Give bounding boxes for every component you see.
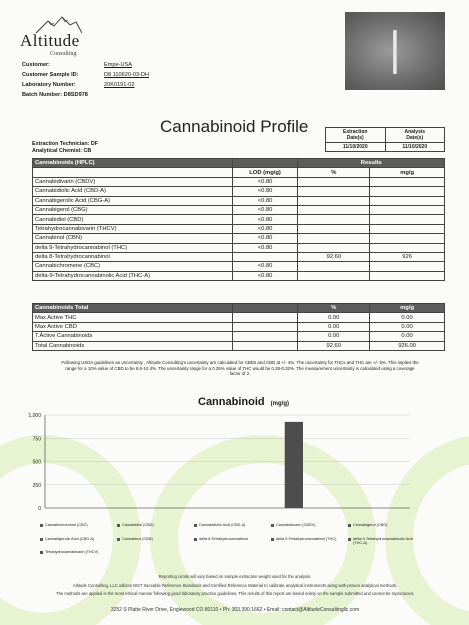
meta-label: Customer Sample ID: [22,72,79,78]
reporting-limits-note: Reporting Limits will vary based on sample extraction weight used for the analysis. [158,574,312,579]
batch-label [22,92,88,98]
meta-value: Empe-USA [104,62,132,68]
legend-item [348,523,423,527]
vial-image [393,30,397,74]
legend-swatch [117,538,120,541]
legend-swatch [271,538,274,541]
table-row [33,205,445,214]
y-tick-label: 1,000 [28,413,41,419]
legend-item [117,523,192,527]
analytical-chemist: Analytical Chemist: CB [32,148,92,154]
pct-value [298,215,370,224]
table-row [33,196,445,205]
total-name: Max Active THC [33,313,233,322]
total-name: T.Active Cannabinoids [33,332,233,341]
cannabinoid-bar-chart [0,407,469,517]
pct-value: 92.60 [298,252,370,261]
uncertainty-note: Following USDA guidelines an uncertainty , Altitude Consulting's uncertainty are calculated for CBDs and CBD at +/- 4%. The uncertainty for THCs and THC are +/- 5%. This implies the range for a 10% value of CBD to be 9.6-10.4%. The uncertainty range for a 0.25% value of THC would be 0.28-0.32%. The measurement uncertainty is calculated using a coverage factor of 2. [61,360,419,377]
cannabinoid-name: delta-9-Tetrahydrocannabinolic Acid (THC-A) [33,271,233,280]
mg-value [370,215,445,224]
legend-label: Cannabinol (CBN) [122,537,153,541]
pct-value [298,177,370,186]
dates-table [325,127,445,152]
pct-value [298,196,370,205]
pct-value [298,271,370,280]
total-pct-value: 0.00 [298,313,370,322]
legend-label: delta 8-Tetrahydrocannabinol [199,537,248,541]
meta-label: Customer: [22,62,50,68]
legend-swatch [348,524,351,527]
meta-value: D8 110620-03-DH [104,72,149,78]
mg-value [370,271,445,280]
batch-label-text: Batch Number: [22,92,63,98]
pct-value [298,243,370,252]
table-row [33,322,445,331]
lod-value: <0.80 [232,205,298,214]
table-row [33,332,445,341]
y-tick-label: 750 [32,436,41,443]
table-row [33,262,445,271]
lod-value: <0.80 [232,271,298,280]
legend-item [194,523,269,527]
table-row [33,177,445,186]
section-header-hplc: Cannabinoids (HPLC) [33,159,233,168]
legend-item [40,550,115,554]
cannabinoid-name: delta 9-Tetrahydrocannabinol (THC) [33,243,233,252]
analysis-date-head: Analysis Date(s) [385,128,445,143]
cannabinoid-totals-table [32,303,445,351]
total-mg-value: 0.00 [370,313,445,322]
mg-column-header: mg/g [370,168,445,177]
cannabinoid-name: Cannabichromene (CBC) [33,262,233,271]
sample-photo [345,12,445,90]
chart-title-text: Cannabinoid [198,396,265,408]
total-name: Total Cannabinoids [33,341,233,350]
cannabinoid-name: Cannabigerolic Acid (CBG-A) [33,196,233,205]
legend-label: Cannabigerol (CBG) [353,523,388,527]
legend-label: Cannabidivarin (CBDV) [276,523,316,527]
total-mg-value: 0.00 [370,322,445,331]
mg-value [370,187,445,196]
lod-value: <0.80 [232,224,298,233]
cannabinoid-name: Cannabidiolic Acid (CBD-A) [33,187,233,196]
legend-label: Tetrahydrocannabivarin (THCV) [45,550,99,554]
results-header: Results [298,159,445,168]
blank-cell [232,313,298,322]
legend-item [348,537,423,545]
lod-value [232,252,298,261]
chart-unit: (mg/g) [270,401,289,407]
legend-label: delta-9-Tetrahydrocannabinolic Acid (THC-A) [353,537,414,546]
total-pct-value: 0.00 [298,322,370,331]
contact-footer: 3252 S Platte River Drive, Englewood CO 80110 • Ph: 303.390.1662 • Email: contact@AltitudeConsultingllc.com [110,607,360,613]
legend-swatch [194,538,197,541]
table-row [33,243,445,252]
logo-wordmark: Altitude [20,31,80,50]
mg-value [370,205,445,214]
table-row [33,271,445,280]
altitude-logo [20,14,90,58]
pct-value [298,205,370,214]
lod-value: <0.80 [232,243,298,252]
extraction-date-head: Extraction Date(s) [326,128,386,143]
total-mg-value: 926.00 [370,341,445,350]
pct-value [298,262,370,271]
blank-cell [232,341,298,350]
meta-value: 20K0191-02 [104,82,135,88]
mg-value [370,224,445,233]
legend-label: delta 9-Tetrahydrocannabinol (THC) [276,537,337,541]
pct-value [298,224,370,233]
blank-cell [232,332,298,341]
y-tick-label: 250 [32,482,41,489]
legend-swatch [117,524,120,527]
lod-value: <0.80 [232,177,298,186]
analysis-date-value: 11/10/2020 [385,143,445,152]
mg-value [370,234,445,243]
lod-value: <0.80 [232,187,298,196]
legend-label: Cannabidiol (CBD) [122,523,154,527]
page-title: Cannabinoid Profile [160,117,309,136]
mg-value: 926 [370,252,445,261]
cannabinoid-name: Cannabigerol (CBG) [33,205,233,214]
chart-bar [285,422,303,508]
table-row [33,313,445,322]
batch-value: D8SD978 [63,92,88,98]
totals-header: Cannabinoids Total [33,304,233,313]
table-row [33,341,445,350]
lod-value: <0.80 [232,215,298,224]
pct-column-header: % [298,168,370,177]
mg-value [370,262,445,271]
total-name: Max Active CBD [33,322,233,331]
lod-value: <0.80 [232,262,298,271]
legend-swatch [348,538,351,541]
totals-pct-header: % [298,304,370,313]
extraction-technician: Extraction Technician: DF [32,141,99,147]
pct-value [298,187,370,196]
total-pct-value: 92.60 [298,341,370,350]
cannabinoid-name: Cannabidiol (CBD) [33,215,233,224]
table-row [33,252,445,261]
y-tick-label: 500 [32,459,41,466]
table-row [33,187,445,196]
total-mg-value: 0.00 [370,332,445,341]
y-tick-label: 0 [38,506,41,512]
pct-value [298,234,370,243]
totals-mg-header: mg/g [370,304,445,313]
cannabinoid-results-table [32,158,445,281]
legend-item [194,537,269,541]
legend-swatch [40,551,43,554]
legend-swatch [194,524,197,527]
table-row [33,224,445,233]
legend-label: Cannabidiolic Acid (CBD-A) [199,523,246,527]
legend-swatch [40,524,43,527]
legend-swatch [271,524,274,527]
legend-label: Cannabichromene (CBC) [45,523,88,527]
table-row [33,234,445,243]
legend-item [117,537,192,541]
mg-value [370,243,445,252]
cannabinoid-name: Cannabidivarin (CBDV) [33,177,233,186]
technician-info [32,141,98,155]
disclaimer-line-2: The methods are applied in the most ethical manner following good laboratory practice guidelines. This results of this report are based solely on the sample submitted and cannot be reproduced. [56,591,414,596]
lod-value: <0.80 [232,196,298,205]
mg-value [370,196,445,205]
logo-subtitle: Consulting [50,51,77,57]
mg-value [370,177,445,186]
cannabinoid-name: delta 8-Tetrahydrocannabinol [33,252,233,261]
extraction-date-value: 11/10/2020 [326,143,386,152]
lod-column-header: LOD (mg/g) [232,168,298,177]
legend-item [271,523,346,527]
cannabinoid-name: Cannabinol (CBN) [33,234,233,243]
disclaimer-line-1: Altitude Consulting, LLC utilizes NIST traceable Reference Standards and Certified Reference Material to calibrate analytical instruments along with proven analytical methods. [72,583,398,588]
legend-label: Cannabigerolic Acid (CBG-A) [45,537,95,541]
legend-item [271,537,346,541]
legend-item [40,523,115,527]
lod-value: <0.80 [232,234,298,243]
cannabinoid-name: Tetrahydrocannabivarin (THCV) [33,224,233,233]
total-pct-value: 0.00 [298,332,370,341]
table-row [33,215,445,224]
legend-item [40,537,115,541]
legend-swatch [40,538,43,541]
blank-cell [232,322,298,331]
meta-label: Laboratory Number: [22,82,76,88]
